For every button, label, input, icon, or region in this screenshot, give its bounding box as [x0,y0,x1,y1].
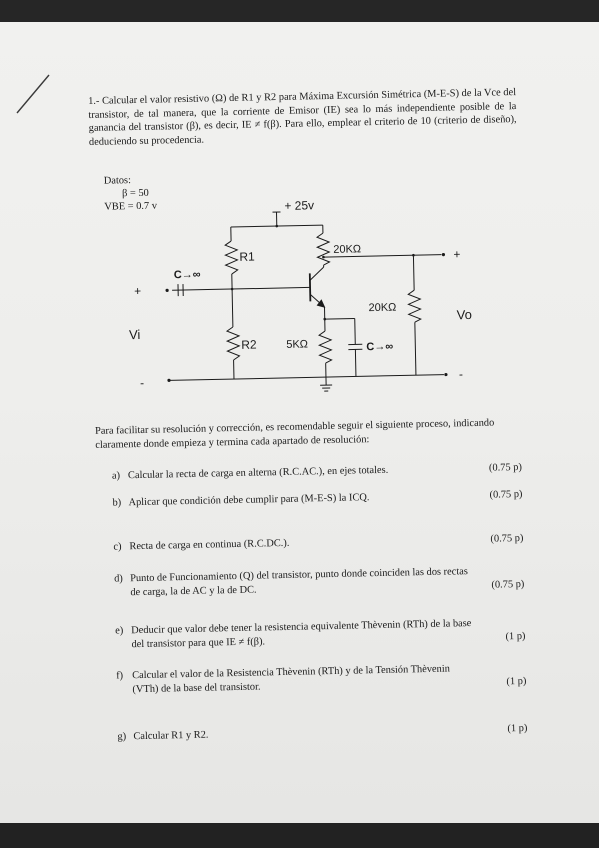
output-plus-label: + [453,247,461,262]
vbe-value: VBE = 0.7 v [104,200,158,213]
rc-label: 20KΩ [333,243,362,256]
rl-bottom-wire [415,322,416,375]
task-points: (0.75 p) [489,488,523,501]
vcc-junction [275,225,278,228]
input-terminal-bottom [167,379,170,382]
base-node-wire [172,287,310,290]
task-points: (1 p) [507,722,528,735]
transistor-collector-lead [310,267,324,280]
photo-background-bottom [0,823,599,848]
task-points: (1 p) [506,675,527,688]
task-letter: g) [117,731,127,743]
base-junction [231,288,234,291]
task-letter: b) [112,497,122,509]
r1-label: R1 [239,249,255,264]
task-points: (0.75 p) [488,461,523,474]
task-letter: e) [115,625,124,637]
input-terminal-top [165,289,168,292]
task-text: Calcular la recta de carga en alterna (R.C.AC.), en ejes totales. [127,464,389,482]
input-minus-label: - [139,375,145,390]
task-points: (1 p) [505,630,526,643]
emitter-node-wire [325,318,355,319]
procedure-intro: Para facilitar su resolución y corrección, es recomendable seguir el siguiente proceso, indicando claramente donde empieza y termina cada apartado de resolución: [94,417,495,451]
output-terminal-top [442,253,445,256]
task-text: Deducir que valor debe tener la resistencia equivalente Thèvenin (RTh) de la base del transistor para que IE ≠ f(β). [131,618,472,651]
ground-rail-wire [169,375,444,381]
ce-label: C→∞ [366,340,394,354]
pen-stroke-mark [14,72,52,116]
ce-bottom-wire [355,349,356,376]
beta-value: β = 50 [121,187,149,200]
ce-top-wire [355,318,356,344]
task-points: (0.75 p) [491,578,525,591]
task-letter: a) [111,470,121,482]
task-text: Recta de carga en continua (R.C.DC.). [129,537,290,553]
cin-label: C→∞ [173,268,201,282]
re-label: 5KΩ [286,338,309,351]
rl-resistor-symbol [408,290,421,322]
input-plus-label: + [133,283,142,299]
task-text: Aplicar que condición debe cumplir para (M-E-S) la ICQ. [128,492,370,509]
task-text: Calcular el valor de la Resistencia Thèvenin (RTh) y de la Tensión Thèvenin (VTh) de la base del transistor. [132,663,450,696]
r1-resistor-symbol [225,241,238,274]
r2-label: R2 [241,337,257,352]
rl-label: 20KΩ [368,301,397,315]
problem-statement: 1.- Calcular el valor resistivo (Ω) de R1 y R2 para Máxima Excursión Simétrica (M-E-S) de la Vce del transistor, de tal manera, que la corriente de Emisor (IE) sea lo más independiente posible de la ganancia del transistor (β), es decir, IE ≠ f(β). Para ello, emplear el criterio de 10 (criterio de diseño), deduciendo su procedencia. [88,87,517,148]
task-text: Calcular R1 y R2. [133,729,209,743]
task-letter: c) [113,541,122,553]
task-points: (0.75 p) [490,532,524,545]
vcc-label: + 25v [284,198,315,213]
r2-resistor-symbol [227,327,240,360]
vi-label: Vi [128,326,141,343]
task-text: Punto de Funcionamiento (Q) del transistor, punto donde coinciden las dos rectas de carga, la de AC y la de DC. [130,566,468,599]
task-letter: d) [114,573,123,585]
circuit-diagram [120,191,505,419]
vo-label: Vo [456,307,473,323]
collector-junction [322,256,325,259]
emitter-junction [323,318,326,321]
rc-resistor-symbol [317,233,330,265]
rl-top-wire [413,255,414,290]
datos-label: Datos: [103,175,132,187]
output-terminal-bottom [444,373,447,376]
transistor-base-bar [310,273,311,301]
re-resistor-symbol [319,331,332,363]
r2-top-wire [232,289,233,327]
output-junction [412,254,415,257]
photo-background-top [0,0,599,22]
task-letter: f) [116,670,124,682]
output-minus-label: - [458,367,464,382]
